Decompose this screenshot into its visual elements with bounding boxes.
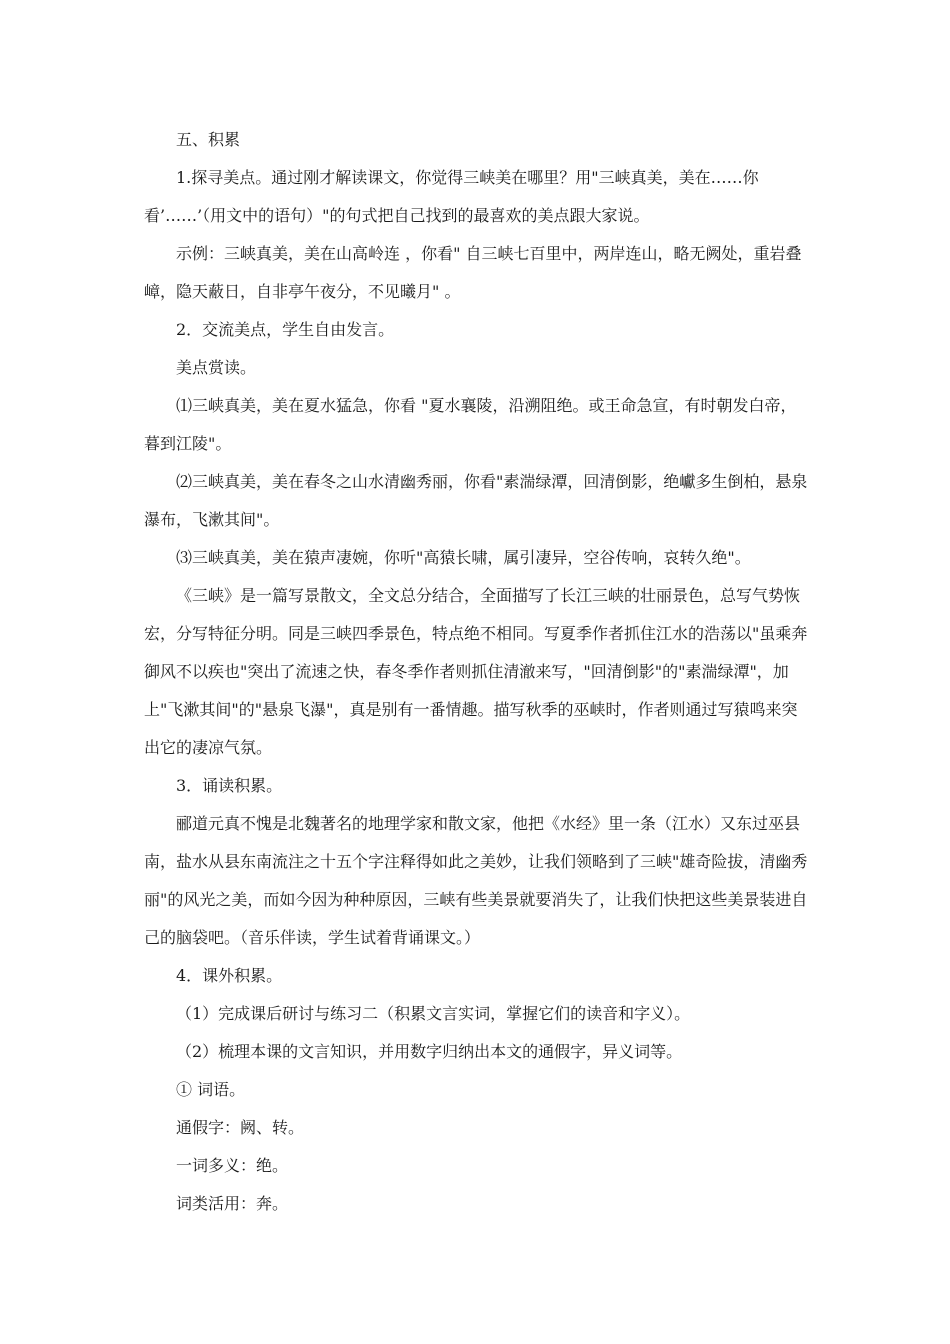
- item-4-paragraph: 4．课外积累。: [176, 966, 283, 985]
- appreciation-2-paragraph: ⑵三峡真美，美在春冬之山水清幽秀丽，你看"素湍绿潭，回清倒影，绝巘多生倒柏，悬泉瀑布，飞漱其间"。: [144, 472, 808, 529]
- appreciation-3-paragraph: ⑶三峡真美，美在猿声凄婉，你听"高猿长啸，属引凄异，空谷传响，哀转久绝"。: [176, 548, 751, 567]
- words-heading: ① 词语。: [176, 1080, 246, 1099]
- section-heading: 五、积累: [176, 130, 241, 149]
- appreciation-1-paragraph: ⑴三峡真美，美在夏水猛急，你看 "夏水襄陵，沿溯阻绝。或王命急宣，有时朝发白帝，暮到江陵"。: [144, 396, 797, 453]
- tongjiazi-line: 通假字：阙、转。: [176, 1118, 305, 1137]
- polysemy-line: 一词多义：绝。: [176, 1156, 289, 1175]
- recitation-paragraph: 郦道元真不愧是北魏著名的地理学家和散文家，他把《水经》里一条（江水）又东过巫县南，盐水从县东南流注之十五个字注释得如此之美妙，让我们领略到了三峡"雄奇险拔，清幽秀丽"的风光之美，而如今因为种种原因，三峡有些美景就要消失了，让我们快把这些美景装进自己的脑袋吧。（音乐伴读，学生试着背诵课文。）: [144, 814, 808, 947]
- document-body: [144, 121, 808, 1223]
- item-2-paragraph: 2．交流美点，学生自由发言。: [176, 320, 395, 339]
- example-paragraph: 示例：三峡真美，美在山高岭连 ，你看" 自三峡七百里中，两岸连山，略无阙处，重岩叠嶂，隐天蔽日，自非亭午夜分，不见曦月" 。: [144, 244, 802, 301]
- word-class-line: 词类活用：奔。: [176, 1194, 289, 1213]
- extra-1-paragraph: （1）完成课后研讨与练习二（积累文言实词，掌握它们的读音和字义）。: [176, 1004, 691, 1023]
- item-1-paragraph: 1.探寻美点。通过刚才解读课文，你觉得三峡美在哪里？用"三峡真美，美在……你看’……’（用文中的语句）"的句式把自己找到的最喜欢的美点跟大家说。: [144, 168, 759, 225]
- item-3-paragraph: 3．诵读积累。: [176, 776, 283, 795]
- appreciation-heading: 美点赏读。: [176, 358, 257, 377]
- extra-2-paragraph: （2）梳理本课的文言知识，并用数字归纳出本文的通假字，异义词等。: [176, 1042, 683, 1061]
- summary-paragraph: 《三峡》是一篇写景散文，全文总分结合，全面描写了长江三峡的壮丽景色，总写气势恢宏，分写特征分明。同是三峡四季景色，特点绝不相同。写夏季作者抓住江水的浩荡以"虽乘奔御风不以疾也"突出了流速之快，春冬季作者则抓住清澈来写，"回清倒影"的"素湍绿潭"，加上"飞漱其间"的"悬泉飞瀑"，真是别有一番情趣。描写秋季的巫峡时，作者则通过写猿鸣来突出它的凄凉气氛。: [144, 586, 808, 757]
